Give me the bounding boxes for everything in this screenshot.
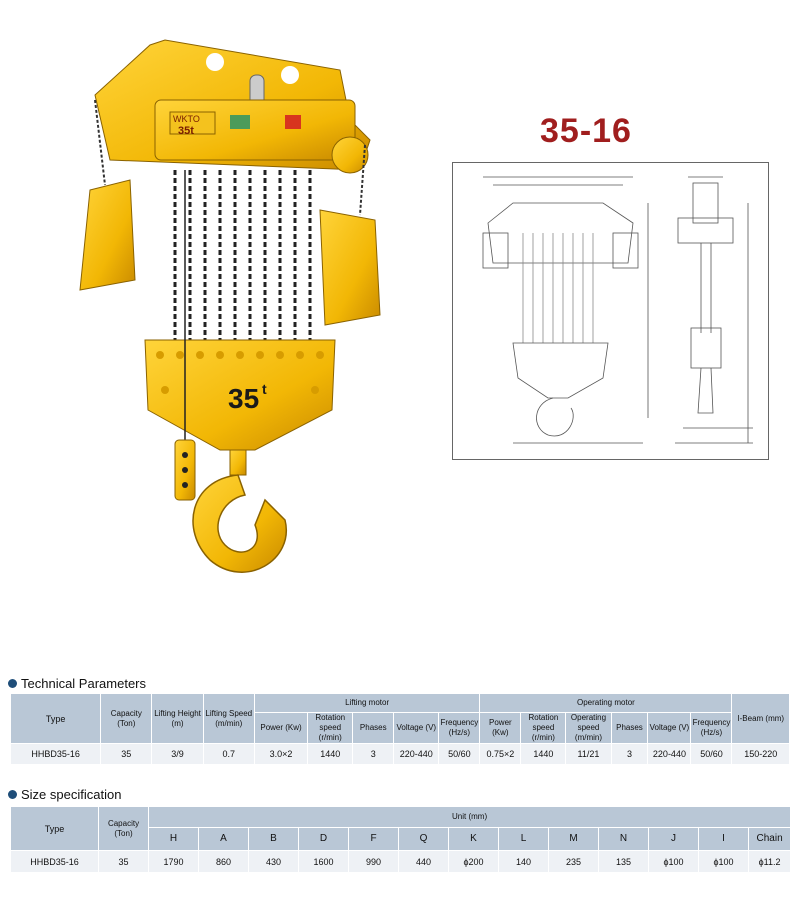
- th-size-capacity: Capacity (Ton): [99, 807, 149, 851]
- th-lm-phases: Phases: [353, 713, 394, 744]
- th-size-chain: Chain: [749, 828, 791, 851]
- table-row: [11, 851, 791, 873]
- th-om-frequency: Frequency (Hz/s): [691, 713, 732, 744]
- th-operating-motor: Operating motor: [480, 694, 732, 713]
- th-type: Type: [11, 694, 101, 744]
- td-capacity: 35: [101, 744, 152, 765]
- th-om-rotation: Rotation speed (r/min): [521, 713, 566, 744]
- td-om-rotation: 1440: [521, 744, 566, 765]
- th-size-m: M: [549, 828, 599, 851]
- brand-label: WKTO: [173, 114, 200, 124]
- td-om-phases: 3: [611, 744, 648, 765]
- th-ibeam: I-Beam (mm): [732, 694, 790, 744]
- td-lm-rotation: 1440: [308, 744, 353, 765]
- td-lm-power: 3.0×2: [254, 744, 307, 765]
- th-size-k: K: [449, 828, 499, 851]
- td-size-i: ϕ100: [699, 851, 749, 873]
- th-om-power: Power (Kw): [480, 713, 521, 744]
- td-size-k: ϕ200: [449, 851, 499, 873]
- td-size-a: 860: [199, 851, 249, 873]
- section-bullet-icon: [8, 679, 17, 688]
- td-size-l: 140: [499, 851, 549, 873]
- th-size-type: Type: [11, 807, 99, 851]
- td-size-n: 135: [599, 851, 649, 873]
- td-lifting-height: 3/9: [152, 744, 203, 765]
- td-lm-phases: 3: [353, 744, 394, 765]
- th-size-l: L: [499, 828, 549, 851]
- td-type: HHBD35-16: [11, 744, 101, 765]
- th-lifting-height: Lifting Height (m): [152, 694, 203, 744]
- capacity-label-big: 35: [228, 383, 260, 414]
- capacity-label-sup: t: [262, 381, 267, 397]
- technical-section-title: [8, 676, 146, 691]
- section-bullet-icon: [8, 790, 17, 799]
- th-lifting-motor: Lifting motor: [254, 694, 479, 713]
- td-lm-frequency: 50/60: [439, 744, 480, 765]
- th-om-phases: Phases: [611, 713, 648, 744]
- dimension-drawing: [452, 162, 769, 460]
- td-om-frequency: 50/60: [691, 744, 732, 765]
- th-lm-voltage: Voltage (V): [394, 713, 439, 744]
- dimension-drawing-svg: [453, 163, 768, 459]
- td-size-chain: ϕ11.2: [749, 851, 791, 873]
- td-om-power: 0.75×2: [480, 744, 521, 765]
- th-lifting-speed: Lifting Speed (m/min): [203, 694, 254, 744]
- model-title: 35-16: [540, 112, 632, 150]
- th-size-h: H: [149, 828, 199, 851]
- th-om-voltage: Voltage (V): [648, 713, 691, 744]
- th-lm-frequency: Frequency (Hz/s): [439, 713, 480, 744]
- td-lm-voltage: 220-440: [394, 744, 439, 765]
- td-size-f: 990: [349, 851, 399, 873]
- td-ibeam: 150-220: [732, 744, 790, 765]
- th-size-unit: Unit (mm): [149, 807, 791, 828]
- td-size-j: ϕ100: [649, 851, 699, 873]
- td-size-h: 1790: [149, 851, 199, 873]
- td-size-m: 235: [549, 851, 599, 873]
- technical-title-text: Technical Parameters: [21, 676, 146, 691]
- size-title-text: Size specification: [21, 787, 122, 802]
- th-size-d: D: [299, 828, 349, 851]
- td-om-opspeed: 11/21: [566, 744, 611, 765]
- td-size-type: HHBD35-16: [11, 851, 99, 873]
- th-size-a: A: [199, 828, 249, 851]
- th-lm-rotation: Rotation speed (r/min): [308, 713, 353, 744]
- td-om-voltage: 220-440: [648, 744, 691, 765]
- hoist-illustration: [70, 30, 400, 590]
- th-size-q: Q: [399, 828, 449, 851]
- td-lifting-speed: 0.7: [203, 744, 254, 765]
- table-row: [11, 744, 790, 765]
- th-om-opspeed: Operating speed (m/min): [566, 713, 611, 744]
- td-size-q: 440: [399, 851, 449, 873]
- th-size-f: F: [349, 828, 399, 851]
- size-section-title: [8, 787, 121, 802]
- th-lm-power: Power (Kw): [254, 713, 307, 744]
- th-size-n: N: [599, 828, 649, 851]
- size-specification-table: [10, 806, 791, 873]
- capacity-label-small: 35t: [178, 125, 194, 137]
- td-size-d: 1600: [299, 851, 349, 873]
- th-capacity: Capacity (Ton): [101, 694, 152, 744]
- td-size-capacity: 35: [99, 851, 149, 873]
- th-size-j: J: [649, 828, 699, 851]
- technical-parameters-table: [10, 693, 790, 765]
- td-size-b: 430: [249, 851, 299, 873]
- th-size-i: I: [699, 828, 749, 851]
- th-size-b: B: [249, 828, 299, 851]
